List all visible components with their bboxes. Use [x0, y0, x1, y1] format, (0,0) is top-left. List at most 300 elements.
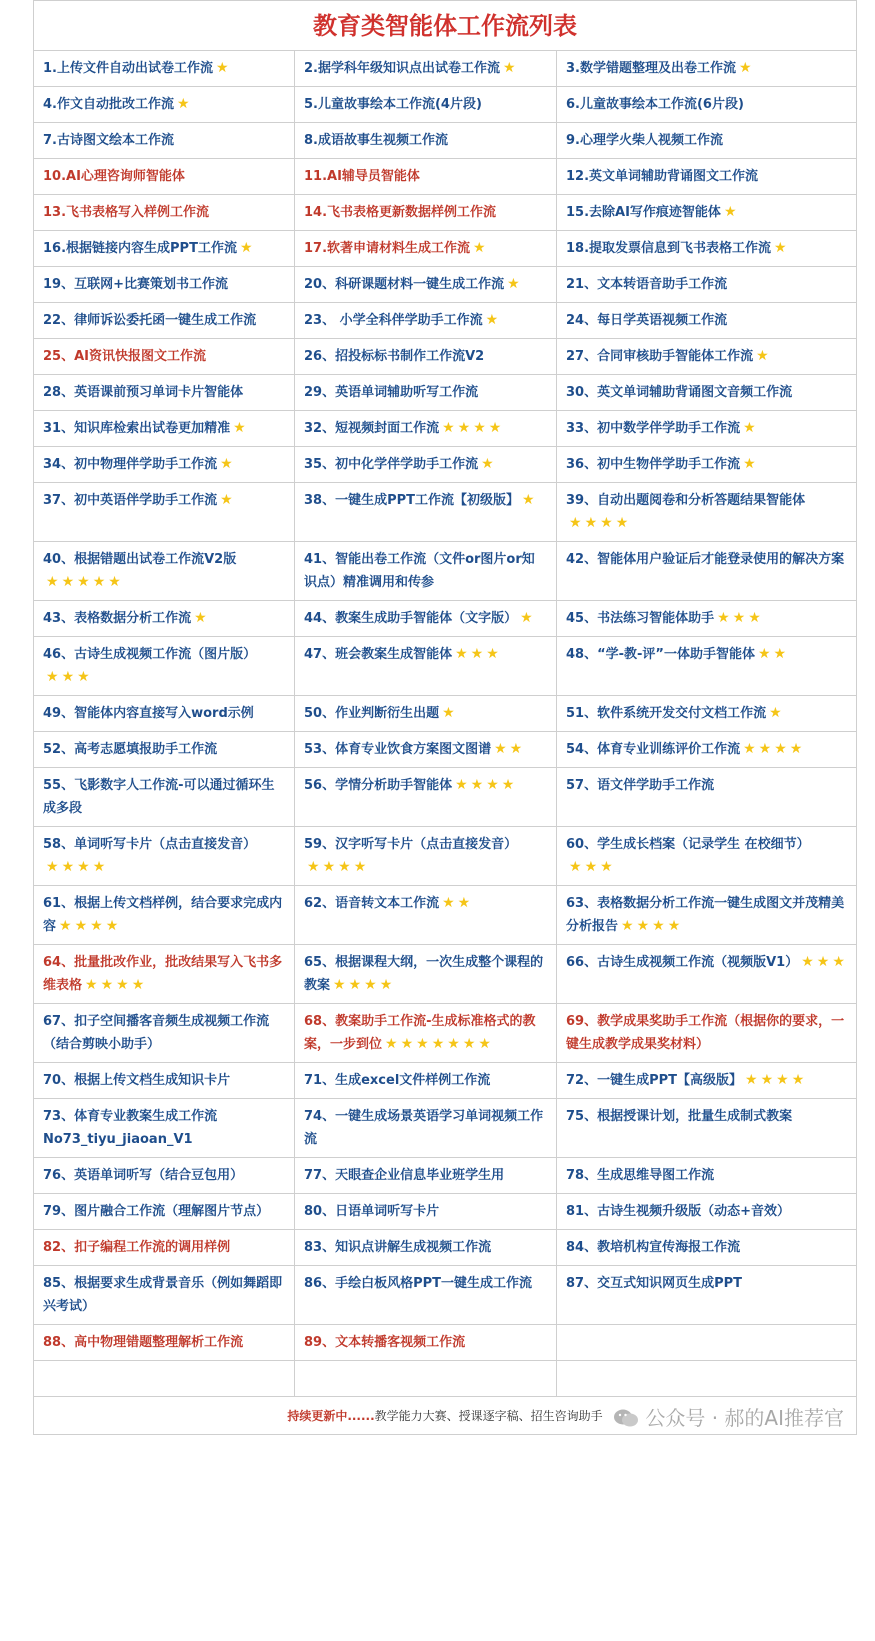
table-row	[34, 732, 857, 768]
star-icon: ★	[77, 669, 90, 685]
workflow-cell[interactable]	[557, 696, 857, 732]
workflow-label: 69、教学成果奖助手工作流（根据你的要求，一键生成教学成果奖材料）	[566, 1014, 845, 1052]
table-row	[34, 51, 857, 87]
workflow-label: 28、英语课前预习单词卡片智能体	[43, 385, 244, 400]
workflow-cell[interactable]	[295, 339, 557, 375]
workflow-label: 65、根据课程大纲，一次生成整个课程的教案	[304, 955, 544, 993]
workflow-cell[interactable]	[557, 51, 857, 87]
star-icon: ★	[748, 610, 761, 626]
table-row	[34, 447, 857, 483]
workflow-label: 48、“学-教-评”一体助手智能体	[566, 647, 755, 662]
workflow-cell[interactable]	[34, 123, 295, 159]
star-icon: ★	[338, 859, 351, 875]
star-icon: ★	[215, 60, 229, 76]
table-body	[34, 1, 857, 1397]
workflow-cell[interactable]	[557, 195, 857, 231]
workflow-cell[interactable]	[34, 51, 295, 87]
workflow-cell[interactable]	[557, 945, 857, 1004]
star-icon: ★	[478, 1036, 491, 1052]
workflow-label: 37、初中英语伴学助手工作流	[43, 493, 218, 508]
star-icon: ★	[90, 918, 103, 934]
star-icon: ★	[457, 895, 471, 911]
workflow-cell[interactable]	[34, 542, 295, 601]
table-row	[34, 827, 857, 886]
workflow-cell[interactable]	[34, 827, 295, 886]
workflow-label: 13.飞书表格写入样例工作流	[43, 205, 210, 220]
workflow-cell[interactable]	[34, 447, 295, 483]
star-icon: ★	[85, 977, 98, 993]
workflow-cell[interactable]	[557, 123, 857, 159]
workflow-label: 16.根据链接内容生成PPT工作流	[43, 241, 237, 256]
workflow-cell	[557, 1325, 857, 1361]
workflow-label: 57、语文伴学助手工作流	[566, 778, 715, 793]
table-row	[34, 303, 857, 339]
star-icon: ★	[816, 954, 830, 970]
workflow-label: 22、律师诉讼委托函一键生成工作流	[43, 313, 257, 328]
star-icon: ★	[717, 610, 730, 626]
workflow-cell[interactable]	[34, 732, 295, 768]
workflow-label: 14.飞书表格更新数据样例工作流	[304, 205, 497, 220]
star-icon: ★	[774, 741, 787, 757]
workflow-list	[33, 0, 856, 1435]
workflow-cell[interactable]	[295, 1194, 557, 1230]
star-icon: ★	[473, 240, 486, 256]
workflow-label: 8.成语故事生视频工作流	[304, 133, 448, 148]
workflow-label: 30、英文单词辅助背诵图文音频工作流	[566, 385, 793, 400]
workflow-cell[interactable]	[557, 732, 857, 768]
workflow-cell[interactable]	[34, 303, 295, 339]
star-icon: ★	[832, 954, 845, 970]
workflow-cell[interactable]	[34, 411, 295, 447]
workflow-label: 66、古诗生成视频工作流（视频版V1）	[566, 955, 799, 970]
table-row	[34, 159, 857, 195]
workflow-cell[interactable]	[295, 267, 557, 303]
workflow-cell[interactable]	[34, 1158, 295, 1194]
star-icon: ★	[322, 859, 336, 875]
table-row	[34, 601, 857, 637]
workflow-label: 5.儿童故事绘本工作流(4片段)	[304, 97, 482, 112]
workflow-cell[interactable]	[557, 1230, 857, 1266]
table-row	[34, 1158, 857, 1194]
workflow-label: 64、批量批改作业，批改结果写入飞书多维表格	[43, 955, 283, 993]
star-icon: ★	[488, 420, 502, 436]
workflow-label: 10.AI心理咨询师智能体	[43, 169, 185, 184]
workflow-cell[interactable]	[557, 411, 857, 447]
workflow-cell[interactable]	[34, 231, 295, 267]
star-icon: ★	[462, 1036, 476, 1052]
workflow-label: 24、每日学英语视频工作流	[566, 313, 728, 328]
star-icon: ★	[584, 515, 598, 531]
star-icon: ★	[745, 1072, 758, 1088]
workflow-label: 20、科研课题材料一键生成工作流	[304, 277, 505, 292]
workflow-cell[interactable]	[34, 768, 295, 827]
table-row	[34, 483, 857, 542]
workflow-label: 34、初中物理伴学助手工作流	[43, 457, 218, 472]
workflow-label: 35、初中化学伴学助手工作流	[304, 457, 479, 472]
star-icon: ★	[584, 859, 598, 875]
workflow-cell[interactable]	[295, 447, 557, 483]
workflow-cell[interactable]	[295, 483, 557, 542]
star-icon: ★	[756, 348, 769, 364]
workflow-cell[interactable]	[557, 1158, 857, 1194]
workflow-cell[interactable]	[295, 375, 557, 411]
workflow-cell[interactable]	[557, 483, 857, 542]
workflow-cell[interactable]	[557, 231, 857, 267]
workflow-label: 36、初中生物伴学助手工作流	[566, 457, 741, 472]
workflow-cell[interactable]	[295, 732, 557, 768]
workflow-cell[interactable]	[34, 159, 295, 195]
star-icon: ★	[400, 1036, 414, 1052]
workflow-cell[interactable]	[295, 1325, 557, 1361]
workflow-cell[interactable]	[34, 267, 295, 303]
workflow-label: 55、飞影数字人工作流-可以通过循环生成多段	[43, 778, 275, 816]
star-icon: ★	[77, 574, 90, 590]
workflow-label: 76、英语单词听写（结合豆包用）	[43, 1168, 244, 1183]
workflow-label: 59、汉字听写卡片（点击直接发音）	[304, 837, 518, 852]
workflow-cell	[557, 1361, 857, 1397]
star-icon: ★	[455, 646, 468, 662]
star-icon: ★	[46, 574, 59, 590]
workflow-cell[interactable]	[295, 945, 557, 1004]
table-row	[34, 1194, 857, 1230]
workflow-cell[interactable]	[557, 637, 857, 696]
star-icon: ★	[501, 777, 515, 793]
table-row	[34, 1004, 857, 1063]
footer-row	[34, 1397, 857, 1435]
workflow-label: 82、扣子编程工作流的调用样例	[43, 1240, 231, 1255]
star-icon: ★	[46, 859, 59, 875]
star-icon: ★	[743, 420, 756, 436]
workflow-cell[interactable]	[295, 768, 557, 827]
star-icon: ★	[176, 96, 190, 112]
table-row	[34, 267, 857, 303]
workflow-label: 25、AI资讯快报图文工作流	[43, 349, 206, 364]
workflow-cell[interactable]	[34, 945, 295, 1004]
workflow-cell[interactable]	[557, 827, 857, 886]
workflow-cell	[34, 1361, 295, 1397]
workflow-cell[interactable]	[557, 886, 857, 945]
star-icon: ★	[348, 977, 362, 993]
workflow-cell[interactable]	[34, 1099, 295, 1158]
workflow-label: 70、根据上传文档生成知识卡片	[43, 1073, 231, 1088]
workflow-cell[interactable]	[295, 303, 557, 339]
workflow-cell[interactable]	[295, 123, 557, 159]
star-icon: ★	[773, 646, 787, 662]
workflow-cell[interactable]	[34, 375, 295, 411]
workflow-label: 81、古诗生视频升级版（动态+音效）	[566, 1204, 790, 1219]
workflow-label: 71、生成excel文件样例工作流	[304, 1073, 491, 1088]
star-icon: ★	[776, 1072, 789, 1088]
workflow-cell[interactable]	[557, 267, 857, 303]
workflow-label: 29、英语单词辅助听写工作流	[304, 385, 479, 400]
star-icon: ★	[569, 515, 582, 531]
workflow-label: 63、表格数据分析工作流一键生成图文并茂精美分析报告	[566, 896, 845, 934]
table-row	[34, 87, 857, 123]
star-icon: ★	[447, 1036, 460, 1052]
workflow-label: 21、文本转语音助手工作流	[566, 277, 728, 292]
workflow-label: 79、图片融合工作流（理解图片节点）	[43, 1204, 270, 1219]
workflow-label: 23、 小学全科伴学助手工作流	[304, 313, 483, 328]
workflow-label: 12.英文单词辅助背诵图文工作流	[566, 169, 759, 184]
workflow-cell[interactable]	[557, 159, 857, 195]
table-row	[34, 768, 857, 827]
workflow-label: 32、短视频封面工作流	[304, 421, 440, 436]
workflow-label: 61、根据上传文档样例，结合要求完成内容	[43, 896, 283, 934]
star-icon: ★	[615, 515, 629, 531]
workflow-cell[interactable]	[295, 1266, 557, 1325]
star-icon: ★	[520, 610, 533, 626]
workflow-label: 77、天眼查企业信息毕业班学生用	[304, 1168, 505, 1183]
workflow-label: 75、根据授课计划，批量生成制式教案	[566, 1109, 793, 1124]
workflow-cell[interactable]	[557, 1063, 857, 1099]
workflow-label: 7.古诗图文绘本工作流	[43, 133, 174, 148]
workflow-label: 49、智能体内容直接写入word示例	[43, 706, 254, 721]
table-row	[34, 696, 857, 732]
workflow-cell[interactable]	[557, 375, 857, 411]
workflow-cell[interactable]	[557, 1194, 857, 1230]
workflow-cell[interactable]	[557, 447, 857, 483]
workflow-cell[interactable]	[295, 1004, 557, 1063]
star-icon: ★	[507, 276, 520, 292]
workflow-cell[interactable]	[295, 159, 557, 195]
star-icon: ★	[379, 977, 393, 993]
workflow-cell[interactable]	[557, 1266, 857, 1325]
star-icon: ★	[220, 492, 233, 508]
watermark	[613, 1405, 844, 1431]
workflow-table	[33, 0, 857, 1435]
workflow-label: 3.数学错题整理及出卷工作流	[566, 61, 736, 76]
workflow-cell[interactable]	[295, 411, 557, 447]
star-icon: ★	[760, 1072, 774, 1088]
workflow-label: 9.心理学火柴人视频工作流	[566, 133, 723, 148]
workflow-label: 51、软件系统开发交付文档工作流	[566, 706, 767, 721]
table-row	[34, 1361, 857, 1397]
star-icon: ★	[636, 918, 650, 934]
workflow-cell[interactable]	[34, 1194, 295, 1230]
table-row	[34, 886, 857, 945]
star-icon: ★	[789, 741, 803, 757]
workflow-cell[interactable]	[295, 637, 557, 696]
table-row	[34, 1099, 857, 1158]
workflow-label: 45、书法练习智能体助手	[566, 611, 715, 626]
workflow-cell[interactable]	[557, 303, 857, 339]
star-icon: ★	[333, 977, 346, 993]
table-row	[34, 123, 857, 159]
star-icon: ★	[239, 240, 253, 256]
wechat-logo-icon	[613, 1408, 639, 1428]
star-icon: ★	[364, 977, 377, 993]
star-icon: ★	[486, 777, 499, 793]
workflow-label: 86、手绘白板风格PPT一键生成工作流	[304, 1276, 533, 1291]
workflow-cell[interactable]	[34, 637, 295, 696]
star-icon: ★	[481, 456, 494, 472]
workflow-cell[interactable]	[34, 1266, 295, 1325]
table-row	[34, 637, 857, 696]
workflow-label: 43、表格数据分析工作流	[43, 611, 192, 626]
workflow-label: 68、教案助手工作流-生成标准格式的教案，一步到位	[304, 1014, 536, 1052]
workflow-cell[interactable]	[557, 601, 857, 637]
workflow-label: 89、文本转播客视频工作流	[304, 1335, 466, 1350]
table-row	[34, 195, 857, 231]
workflow-cell[interactable]	[34, 1063, 295, 1099]
star-icon: ★	[758, 741, 772, 757]
star-icon: ★	[502, 60, 516, 76]
star-icon: ★	[732, 610, 746, 626]
star-icon: ★	[723, 204, 737, 220]
workflow-label: 26、招投标标书制作工作流V2	[304, 349, 485, 364]
workflow-label: 53、体育专业饮食方案图文图谱	[304, 742, 492, 757]
workflow-cell[interactable]	[557, 1099, 857, 1158]
table-row	[34, 231, 857, 267]
star-icon: ★	[385, 1036, 398, 1052]
star-icon: ★	[522, 492, 535, 508]
workflow-cell[interactable]	[295, 827, 557, 886]
star-icon: ★	[600, 859, 613, 875]
star-icon: ★	[353, 859, 367, 875]
star-icon: ★	[77, 859, 90, 875]
workflow-cell[interactable]	[34, 483, 295, 542]
workflow-cell[interactable]	[34, 1004, 295, 1063]
star-icon: ★	[600, 515, 613, 531]
workflow-cell[interactable]	[295, 87, 557, 123]
title-row	[34, 1, 857, 51]
table-row	[34, 1325, 857, 1361]
workflow-cell[interactable]	[295, 886, 557, 945]
workflow-label: 46、古诗生成视频工作流（图片版）	[43, 647, 257, 662]
star-icon: ★	[61, 669, 75, 685]
workflow-cell[interactable]	[34, 1325, 295, 1361]
workflow-label: 33、初中数学伴学助手工作流	[566, 421, 741, 436]
workflow-cell[interactable]	[557, 542, 857, 601]
workflow-cell[interactable]	[295, 51, 557, 87]
workflow-label: 87、交互式知识网页生成PPT	[566, 1276, 743, 1291]
workflow-label: 84、教培机构宣传海报工作流	[566, 1240, 741, 1255]
workflow-label: 62、语音转文本工作流	[304, 896, 440, 911]
workflow-cell[interactable]	[34, 1230, 295, 1266]
table-row	[34, 1230, 857, 1266]
workflow-label: 42、智能体用户验证后才能登录使用的解决方案	[566, 552, 845, 567]
star-icon: ★	[442, 420, 455, 436]
star-icon: ★	[486, 646, 499, 662]
star-icon: ★	[74, 918, 88, 934]
star-icon: ★	[569, 859, 582, 875]
star-icon: ★	[116, 977, 129, 993]
star-icon: ★	[473, 420, 486, 436]
workflow-cell[interactable]	[295, 1158, 557, 1194]
workflow-label: 6.儿童故事绘本工作流(6片段)	[566, 97, 744, 112]
watermark-text: 公众号 · 郝的AI推荐官	[645, 1406, 845, 1430]
workflow-label: 40、根据错题出试卷工作流V2版	[43, 552, 237, 567]
workflow-cell[interactable]	[34, 696, 295, 732]
star-icon: ★	[509, 741, 523, 757]
workflow-cell[interactable]	[557, 768, 857, 827]
workflow-label: 52、高考志愿填报助手工作流	[43, 742, 218, 757]
star-icon: ★	[307, 859, 320, 875]
workflow-cell[interactable]	[295, 231, 557, 267]
star-icon: ★	[457, 420, 471, 436]
workflow-label: 44、教案生成助手智能体（文字版）	[304, 611, 518, 626]
workflow-label: 11.AI辅导员智能体	[304, 169, 420, 184]
workflow-cell[interactable]	[34, 195, 295, 231]
workflow-label: 74、一键生成场景英语学习单词视频工作流	[304, 1109, 544, 1147]
workflow-cell[interactable]	[34, 87, 295, 123]
workflow-cell[interactable]	[295, 1230, 557, 1266]
star-icon: ★	[92, 574, 106, 590]
workflow-label: 78、生成思维导图工作流	[566, 1168, 715, 1183]
workflow-cell[interactable]	[557, 339, 857, 375]
workflow-label: 58、单词听写卡片（点击直接发音）	[43, 837, 257, 852]
table-row	[34, 1266, 857, 1325]
workflow-label: 80、日语单词听写卡片	[304, 1204, 440, 1219]
workflow-cell[interactable]	[34, 339, 295, 375]
footer-text: 教学能力大赛、授课逐字稿、招生咨询助手	[374, 1409, 603, 1423]
workflow-cell[interactable]	[557, 87, 857, 123]
star-icon: ★	[791, 1072, 805, 1088]
workflow-label: 2.据学科年级知识点出试卷工作流	[304, 61, 500, 76]
star-icon: ★	[59, 918, 72, 934]
star-icon: ★	[470, 777, 484, 793]
star-icon: ★	[757, 646, 771, 662]
star-icon: ★	[621, 918, 634, 934]
star-icon: ★	[455, 777, 468, 793]
workflow-label: 54、体育专业训练评价工作流	[566, 742, 741, 757]
workflow-label: 41、智能出卷工作流（文件or图片or知识点）精准调用和传参	[304, 552, 535, 590]
table-row	[34, 339, 857, 375]
workflow-cell[interactable]	[295, 601, 557, 637]
workflow-label: 27、合同审核助手智能体工作流	[566, 349, 754, 364]
star-icon: ★	[470, 646, 484, 662]
workflow-cell[interactable]	[295, 1063, 557, 1099]
workflow-cell[interactable]	[295, 696, 557, 732]
workflow-label: 83、知识点讲解生成视频工作流	[304, 1240, 492, 1255]
workflow-cell[interactable]	[295, 1099, 557, 1158]
star-icon: ★	[220, 456, 233, 472]
star-icon: ★	[442, 895, 455, 911]
workflow-label: 1.上传文件自动出试卷工作流	[43, 61, 213, 76]
workflow-cell	[295, 1361, 557, 1397]
workflow-cell[interactable]	[295, 195, 557, 231]
star-icon: ★	[194, 610, 207, 626]
workflow-label: 88、高中物理错题整理解析工作流	[43, 1335, 244, 1350]
workflow-label: 73、体育专业教案生成工作流 No73_tiyu_jiaoan_V1	[43, 1109, 218, 1147]
workflow-label: 50、作业判断衍生出题	[304, 706, 440, 721]
star-icon: ★	[667, 918, 681, 934]
workflow-label: 47、班会教案生成智能体	[304, 647, 453, 662]
workflow-label: 31、知识库检索出试卷更加精准	[43, 421, 231, 436]
page-title: 教育类智能体工作流列表	[34, 1, 857, 51]
star-icon: ★	[738, 60, 752, 76]
star-icon: ★	[743, 456, 756, 472]
star-icon: ★	[108, 574, 121, 590]
workflow-cell[interactable]	[295, 542, 557, 601]
star-icon: ★	[494, 741, 507, 757]
workflow-label: 60、学生成长档案（记录学生 在校细节）	[566, 837, 810, 852]
star-icon: ★	[100, 977, 114, 993]
workflow-label: 18.提取发票信息到飞书表格工作流	[566, 241, 772, 256]
workflow-label: 19、互联网+比赛策划书工作流	[43, 277, 228, 292]
footer-highlight: 持续更新中......	[287, 1409, 375, 1423]
table-row	[34, 411, 857, 447]
star-icon: ★	[442, 705, 455, 721]
star-icon: ★	[769, 705, 782, 721]
workflow-cell[interactable]	[34, 886, 295, 945]
workflow-cell[interactable]	[34, 601, 295, 637]
star-icon: ★	[131, 977, 145, 993]
workflow-label: 17.软著申请材料生成工作流	[304, 241, 471, 256]
star-icon: ★	[233, 420, 246, 436]
workflow-cell[interactable]	[557, 1004, 857, 1063]
star-icon: ★	[801, 954, 814, 970]
